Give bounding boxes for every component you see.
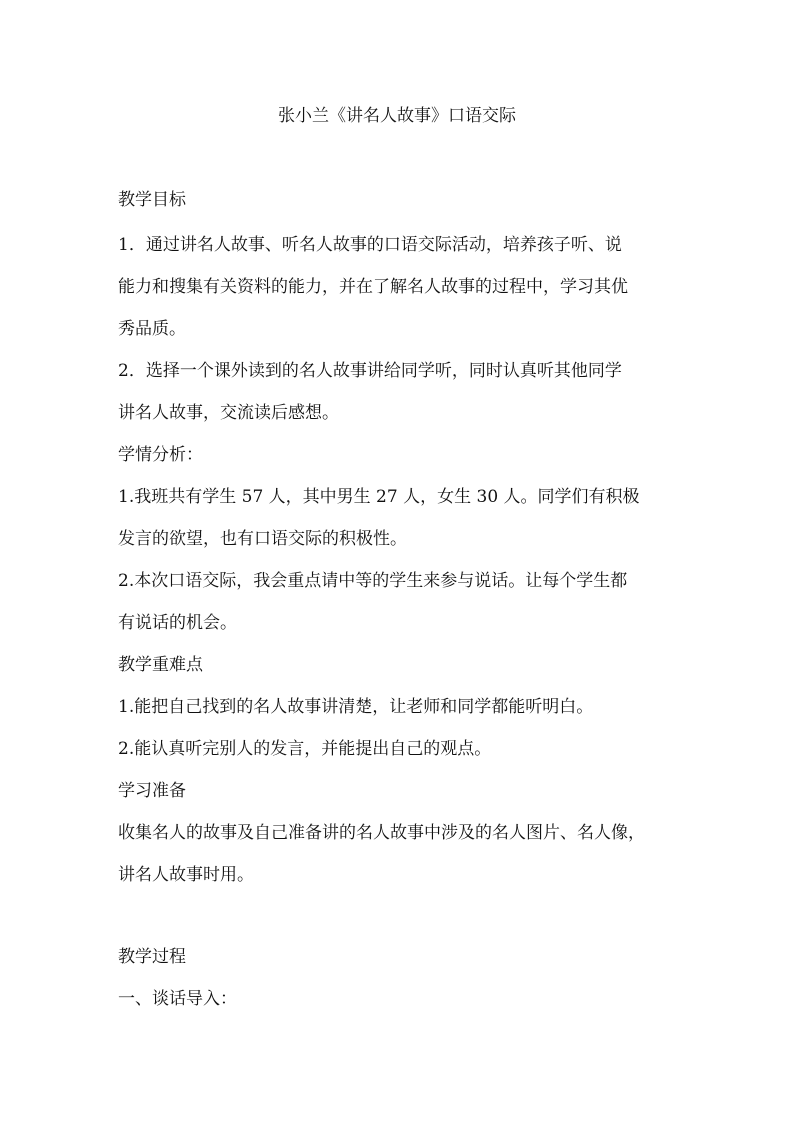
- goal-1-line-2: 能力和搜集有关资料的能力，并在了解名人故事的过程中，学习其优: [118, 277, 628, 297]
- heading-preparation: 学习准备: [118, 781, 186, 801]
- heading-teaching-process: 教学过程: [118, 947, 186, 967]
- goal-2-line-1: 2．选择一个课外读到的名人故事讲给同学听，同时认真听其他同学: [118, 361, 622, 381]
- goal-1-line-3: 秀品质。: [118, 319, 186, 339]
- preparation-line-2: 讲名人故事时用。: [118, 865, 254, 885]
- analysis-1-line-2: 发言的欲望，也有口语交际的积极性。: [118, 529, 407, 549]
- heading-key-difficulties: 教学重难点: [118, 655, 203, 675]
- key-point-1: 1.能把自己找到的名人故事讲清楚，让老师和同学都能听明白。: [118, 697, 594, 717]
- analysis-1-line-1: 1.我班共有学生 57 人，其中男生 27 人，女生 30 人。同学们有积极: [118, 487, 640, 507]
- process-step-1: 一、谈话导入：: [118, 989, 237, 1009]
- analysis-2-line-1: 2.本次口语交际，我会重点请中等的学生来参与说话。让每个学生都: [118, 571, 628, 591]
- preparation-line-1: 收集名人的故事及自己准备讲的名人故事中涉及的名人图片、名人像，: [118, 823, 645, 843]
- document-title: 张小兰《讲名人故事》口语交际: [278, 106, 516, 126]
- heading-student-analysis: 学情分析：: [118, 445, 203, 465]
- analysis-2-line-2: 有说话的机会。: [118, 613, 237, 633]
- goal-1-line-1: 1．通过讲名人故事、听名人故事的口语交际活动，培养孩子听、说: [118, 235, 622, 255]
- goal-2-line-2: 讲名人故事，交流读后感想。: [118, 403, 339, 423]
- key-point-2: 2.能认真听完别人的发言，并能提出自己的观点。: [118, 739, 492, 759]
- heading-teaching-goals: 教学目标: [118, 190, 186, 210]
